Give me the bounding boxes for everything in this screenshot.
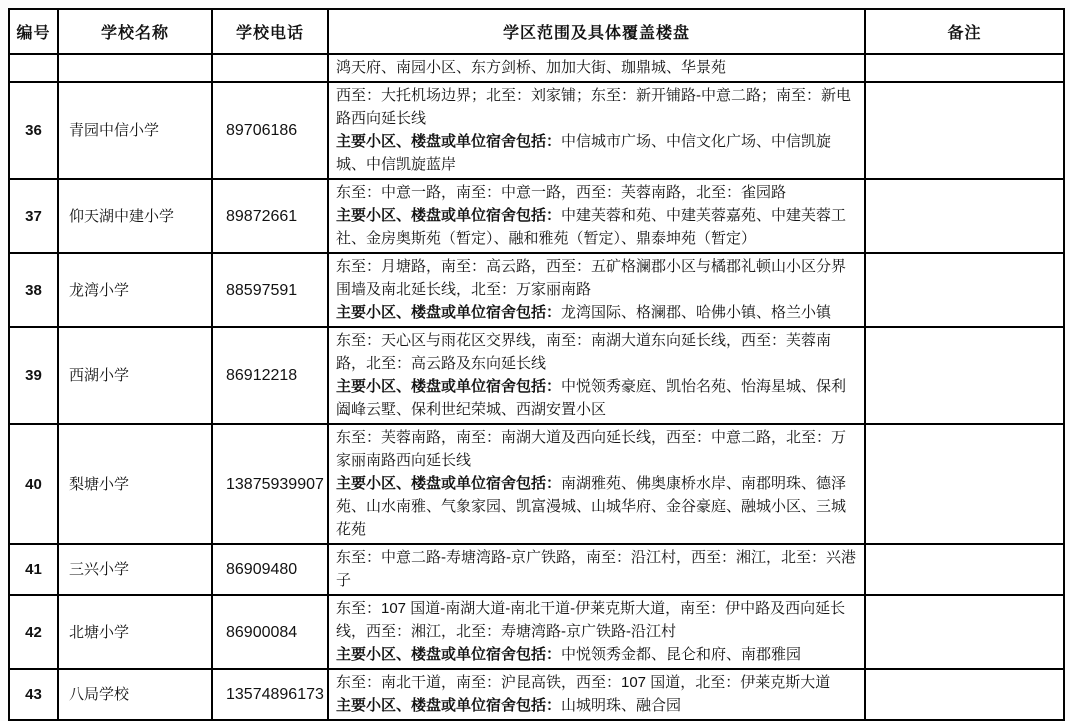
district-cell bbox=[328, 179, 865, 253]
school-phone-cell bbox=[212, 54, 328, 82]
header-school-phone: 学校电话 bbox=[212, 9, 328, 54]
district-boundary-text: 东至：南北干道，南至：沪昆高铁，西至：107 国道，北至：伊莱克斯大道 bbox=[336, 674, 831, 691]
district-main-text: 山城明珠、融合园 bbox=[561, 697, 682, 714]
remark-cell bbox=[865, 544, 1064, 595]
district-main-line bbox=[336, 643, 857, 666]
row-id-cell: 39 bbox=[9, 327, 58, 424]
district-cell bbox=[328, 54, 865, 82]
row-id-cell: 37 bbox=[9, 179, 58, 253]
school-name-cell: 三兴小学 bbox=[58, 544, 212, 595]
district-cell bbox=[328, 253, 865, 327]
school-name-cell: 八局学校 bbox=[58, 669, 212, 720]
district-main-label: 主要小区、楼盘或单位宿舍包括： bbox=[336, 207, 562, 224]
header-district-scope: 学区范围及具体覆盖楼盘 bbox=[328, 9, 865, 54]
district-main-line bbox=[336, 301, 857, 324]
table-row bbox=[9, 327, 1064, 424]
district-main-text: 龙湾国际、格澜郡、哈佛小镇、格兰小镇 bbox=[561, 304, 832, 321]
district-main-line bbox=[336, 204, 857, 250]
school-phone-cell: 88597591 bbox=[212, 253, 328, 327]
table-row bbox=[9, 82, 1064, 179]
district-cell bbox=[328, 669, 865, 720]
school-name-cell bbox=[58, 54, 212, 82]
school-name-cell: 北塘小学 bbox=[58, 595, 212, 669]
district-main-label: 主要小区、楼盘或单位宿舍包括： bbox=[336, 378, 562, 395]
table-row bbox=[9, 54, 1064, 82]
district-main-text: 南湖雅苑、佛奥康桥水岸、南郡明珠、德泽苑、山水南雅、气象家园、凯富漫城、山城华府、金谷豪庭、融城小区、三城花苑 bbox=[336, 475, 847, 538]
district-cell bbox=[328, 424, 865, 544]
district-boundary-text: 东至：月塘路，南至：高云路，西至：五矿格澜郡小区与橘郡礼顿山小区分界围墙及南北延长线，北至：万家丽南路 bbox=[336, 258, 847, 298]
district-main-label: 主要小区、楼盘或单位宿舍包括： bbox=[336, 133, 562, 150]
remark-cell bbox=[865, 327, 1064, 424]
row-id-cell: 41 bbox=[9, 544, 58, 595]
school-phone-cell: 13875939907 bbox=[212, 424, 328, 544]
row-id-cell: 40 bbox=[9, 424, 58, 544]
district-cell bbox=[328, 82, 865, 179]
table-row bbox=[9, 179, 1064, 253]
school-phone-cell: 89706186 bbox=[212, 82, 328, 179]
district-boundary-text: 东至：中意二路-寿塘湾路-京广铁路，南至：沿江村，西至：湘江，北至：兴港子 bbox=[336, 549, 856, 589]
school-phone-cell: 86900084 bbox=[212, 595, 328, 669]
district-boundary-text: 东至：107 国道-南湖大道-南北干道-伊莱克斯大道，南至：伊中路及西向延长线，西至：湘江，北至：寿塘湾路-京广铁路-沿江村 bbox=[336, 600, 846, 640]
school-phone-cell: 89872661 bbox=[212, 179, 328, 253]
school-name-cell: 龙湾小学 bbox=[58, 253, 212, 327]
district-main-label: 主要小区、楼盘或单位宿舍包括： bbox=[336, 646, 562, 663]
row-id-cell: 42 bbox=[9, 595, 58, 669]
remark-cell bbox=[865, 595, 1064, 669]
district-main-text: 中建芙蓉和苑、中建芙蓉嘉苑、中建芙蓉工社、金房奥斯苑（暂定）、融和雅苑（暂定）、鼎泰坤苑（暂定） bbox=[336, 207, 847, 247]
header-id: 编号 bbox=[9, 9, 58, 54]
district-boundary-text: 东至：天心区与雨花区交界线，南至：南湖大道东向延长线，西至：芙蓉南路，北至：高云路及东向延长线 bbox=[336, 332, 832, 372]
header-school-name: 学校名称 bbox=[58, 9, 212, 54]
table-row bbox=[9, 424, 1064, 544]
school-name-cell: 西湖小学 bbox=[58, 327, 212, 424]
school-phone-cell: 86912218 bbox=[212, 327, 328, 424]
remark-cell bbox=[865, 54, 1064, 82]
school-district-table bbox=[8, 8, 1065, 721]
school-name-cell: 青园中信小学 bbox=[58, 82, 212, 179]
table-row bbox=[9, 253, 1064, 327]
district-main-text: 中悦领秀金都、昆仑和府、南郡雅园 bbox=[561, 646, 802, 663]
district-boundary-text: 鸿天府、南园小区、东方剑桥、加加大街、珈鼎城、华景苑 bbox=[336, 59, 727, 76]
district-main-label: 主要小区、楼盘或单位宿舍包括： bbox=[336, 697, 562, 714]
remark-cell bbox=[865, 253, 1064, 327]
row-id-cell: 43 bbox=[9, 669, 58, 720]
district-boundary-text: 东至：中意一路，南至：中意一路，西至：芙蓉南路，北至：雀园路 bbox=[336, 184, 787, 201]
school-name-cell: 仰天湖中建小学 bbox=[58, 179, 212, 253]
district-main-text: 中悦领秀豪庭、凯怡名苑、怡海星城、保利阖峰云墅、保利世纪荣城、西湖安置小区 bbox=[336, 378, 847, 418]
remark-cell bbox=[865, 82, 1064, 179]
remark-cell bbox=[865, 179, 1064, 253]
district-main-text: 中信城市广场、中信文化广场、中信凯旋城、中信凯旋蓝岸 bbox=[336, 133, 832, 173]
district-cell bbox=[328, 327, 865, 424]
header-row bbox=[9, 9, 1064, 54]
row-id-cell bbox=[9, 54, 58, 82]
district-boundary-text: 东至：芙蓉南路，南至：南湖大道及西向延长线，西至：中意二路，北至：万家丽南路西向延长线 bbox=[336, 429, 847, 469]
table-row bbox=[9, 544, 1064, 595]
district-main-line bbox=[336, 472, 857, 541]
table-row bbox=[9, 669, 1064, 720]
remark-cell bbox=[865, 669, 1064, 720]
district-main-label: 主要小区、楼盘或单位宿舍包括： bbox=[336, 475, 562, 492]
row-id-cell: 38 bbox=[9, 253, 58, 327]
row-id-cell: 36 bbox=[9, 82, 58, 179]
table-body bbox=[9, 54, 1064, 720]
school-phone-cell: 13574896173 bbox=[212, 669, 328, 720]
header-remark: 备注 bbox=[865, 9, 1064, 54]
school-phone-cell: 86909480 bbox=[212, 544, 328, 595]
district-cell bbox=[328, 544, 865, 595]
school-name-cell: 梨塘小学 bbox=[58, 424, 212, 544]
district-main-line bbox=[336, 130, 857, 176]
table-row bbox=[9, 595, 1064, 669]
district-main-label: 主要小区、楼盘或单位宿舍包括： bbox=[336, 304, 562, 321]
district-boundary-text: 西至：大托机场边界；北至：刘家铺；东至：新开铺路-中意二路；南至：新电路西向延长线 bbox=[336, 87, 851, 127]
remark-cell bbox=[865, 424, 1064, 544]
district-main-line bbox=[336, 375, 857, 421]
district-cell bbox=[328, 595, 865, 669]
district-main-line bbox=[336, 694, 857, 717]
